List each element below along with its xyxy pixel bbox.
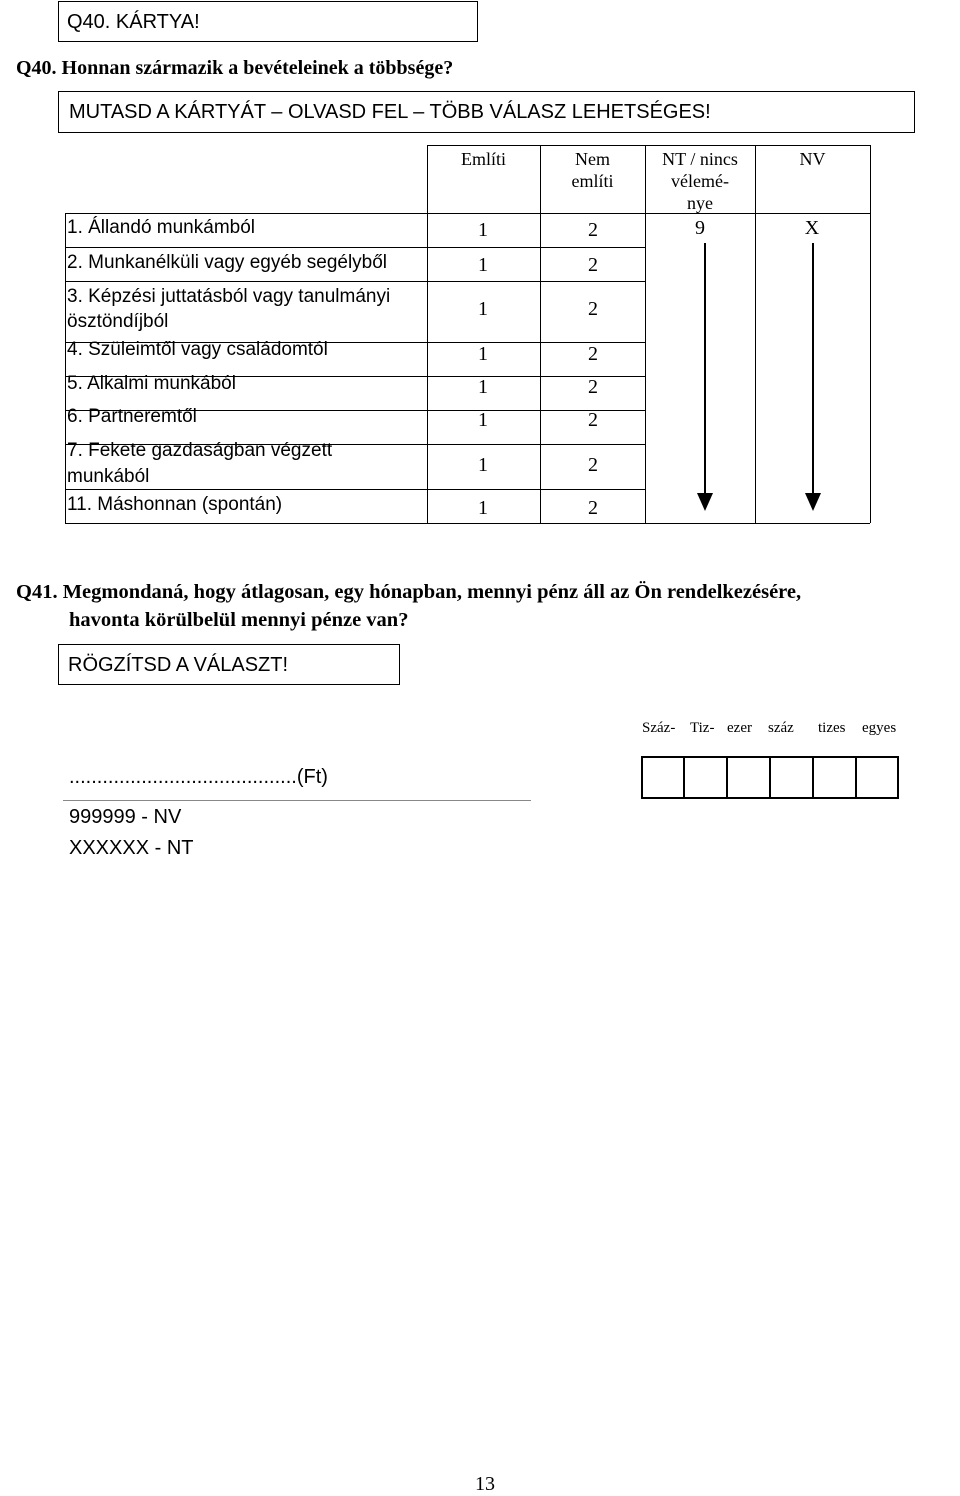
code-not-mentions: 2	[588, 376, 598, 398]
row-label: 1. Állandó munkámból	[67, 217, 255, 238]
digit-entry-box[interactable]	[813, 756, 856, 799]
code-mentions: 1	[478, 454, 488, 476]
digit-entry-box[interactable]	[770, 756, 813, 799]
q41-instruction-box	[58, 644, 400, 685]
digit-header: tizes	[818, 720, 846, 736]
digit-header: Száz-	[642, 720, 676, 736]
digit-entry-box[interactable]	[641, 756, 684, 799]
row-label: munkából	[67, 466, 150, 487]
digit-entry-box[interactable]	[856, 756, 899, 799]
header-mentions: Említi	[461, 149, 506, 169]
digit-header: száz	[768, 720, 794, 736]
digit-header: ezer	[727, 720, 752, 736]
q40-instruction-box	[58, 91, 915, 133]
header-nt-3: nye	[687, 193, 713, 213]
code-not-mentions: 2	[588, 219, 598, 241]
code-mentions: 1	[478, 254, 488, 276]
row-label: 5. Alkalmi munkából	[67, 373, 236, 394]
code-not-mentions: 2	[588, 497, 598, 519]
code-mentions: 1	[478, 343, 488, 365]
code-nv-label: 999999 - NV	[69, 806, 182, 828]
digit-entry-box[interactable]	[727, 756, 770, 799]
digit-entry-box[interactable]	[684, 756, 727, 799]
digit-header: egyes	[862, 720, 897, 736]
code-nt: 9	[695, 217, 705, 239]
row-label: 4. Szüleimtől vagy családomtól	[67, 339, 328, 360]
q41-question-line1: Q41. Megmondaná, hogy átlagosan, egy hónapban, mennyi pénz áll az Ön rendelkezésére,	[16, 581, 802, 603]
row-label: ösztöndíjból	[67, 311, 169, 332]
code-mentions: 1	[478, 298, 488, 320]
amount-answer-line[interactable]: .........................................(Ft)	[69, 766, 328, 788]
code-not-mentions: 2	[588, 343, 598, 365]
digit-header: Tiz-	[690, 720, 715, 736]
q40-question: Q40. Honnan származik a bevételeinek a többsége?	[16, 57, 454, 79]
arrow-down-icon	[693, 243, 717, 515]
code-mentions: 1	[478, 219, 488, 241]
card-instruction-box	[58, 1, 478, 42]
row-label: 7. Fekete gazdaságban végzett	[67, 440, 333, 461]
q40-instruction-label: MUTASD A KÁRTYÁT – OLVASD FEL – TÖBB VÁLASZ LEHETSÉGES!	[69, 101, 711, 123]
row-label: 11. Máshonnan (spontán)	[67, 494, 283, 515]
code-mentions: 1	[478, 497, 488, 519]
code-mentions: 1	[478, 409, 488, 431]
header-not-mentions-1: Nem	[575, 149, 610, 169]
code-mentions: 1	[478, 376, 488, 398]
header-nt-1: NT / nincs	[662, 149, 738, 169]
code-nt-label: XXXXXX - NT	[69, 837, 194, 859]
header-nv: NV	[799, 149, 826, 169]
arrow-down-icon	[801, 243, 825, 515]
code-not-mentions: 2	[588, 254, 598, 276]
row-label: 6. Partneremtől	[67, 406, 197, 427]
answer-underline	[63, 800, 531, 801]
code-not-mentions: 2	[588, 298, 598, 320]
q41-instruction-label: RÖGZÍTSD A VÁLASZT!	[68, 654, 289, 676]
row-label: 3. Képzési juttatásból vagy tanulmányi	[67, 286, 391, 307]
code-not-mentions: 2	[588, 409, 598, 431]
code-nv: X	[804, 217, 820, 239]
card-instruction-label: Q40. KÁRTYA!	[67, 11, 200, 33]
header-not-mentions-2: említi	[571, 171, 614, 191]
row-label: 2. Munkanélküli vagy egyéb segélyből	[67, 252, 388, 273]
page-number: 13	[475, 1473, 495, 1495]
header-nt-2: vélemé-	[671, 171, 729, 191]
q41-question-line2: havonta körülbelül mennyi pénze van?	[69, 609, 409, 631]
code-not-mentions: 2	[588, 454, 598, 476]
q40-answer-table	[65, 145, 870, 524]
